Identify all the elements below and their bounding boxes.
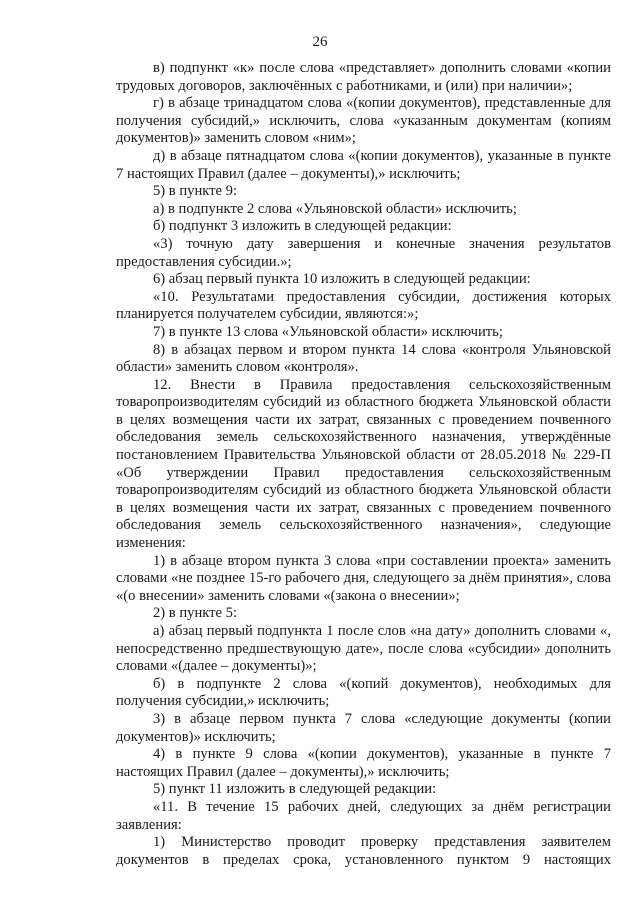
- paragraph: 1) Министерство проводит проверку представления заявителем документов в пределах срока, установленного пунктом 9 настоящих: [116, 834, 611, 868]
- paragraph: «10. Результатами предоставления субсидии, достижения которых планируется получателем субсидии, являются:»;: [116, 288, 611, 323]
- page-number: 26: [312, 34, 328, 50]
- paragraph: 5) в пункте 9:: [153, 183, 238, 200]
- paragraph: 12. Внести в Правила предоставления сельскохозяйственным товаропроизводителям субсидий из областного бюджета Ульяновской области в целях возмещения части их затрат, связанных с проведением почвенного обследования земель сельскохозяйственного назначения, утверждённые постановлением Правительства Ульяновской области от 28.05.2018 № 229-П «Об утверждении Правил предоставления сельскохозяйственным товаропроизводителям субсидий из областного бюджета Ульяновской области в целях возмещения части их затрат, связанных с проведением почвенного обследования земель сельскохозяйственного назначения», следующие изменения:: [116, 376, 611, 552]
- paragraph: 6) абзац первый пункта 10 изложить в следующей редакции:: [153, 271, 531, 288]
- paragraph: «11. В течение 15 рабочих дней, следующих за днём регистрации заявления:: [116, 798, 611, 833]
- paragraph: 1) в абзаце втором пункта 3 слова «при составлении проекта» заменить словами «не позднее 15-го рабочего дня, следующего за днём принятия», слова «(о внесении» заменить словами «(закона о внесении»;: [116, 552, 611, 604]
- paragraph: а) абзац первый подпункта 1 после слов «на дату» дополнить словами «, непосредственно предшествующую дате», после слова «субсидии» дополнить словами «(далее – документы)»;: [116, 623, 611, 675]
- paragraph: в) подпункт «к» после слова «представляет» дополнить словами «копии трудовых договоров, заключённых с работниками, и (или) при наличии»;: [116, 60, 611, 94]
- paragraph: 5) пункт 11 изложить в следующей редакции:: [153, 781, 437, 798]
- paragraph: д) в абзаце пятнадцатом слова «(копии документов), указанные в пункте 7 настоящих Правил (далее – документы),» исключить;: [116, 147, 611, 182]
- paragraph: б) в подпункте 2 слова «(копий документов), необходимых для получения субсидии,» исключить;: [116, 675, 611, 710]
- paragraph: 3) в абзаце первом пункта 7 слова «следующие документы (копии документов)» исключить;: [116, 710, 611, 745]
- paragraph: г) в абзаце тринадцатом слова «(копии документов), представленные для получения субсидий,» исключить, слова «указанным документам (копиям документов)» заменить словом «ним»;: [116, 95, 611, 147]
- paragraph: 4) в пункте 9 слова «(копии документов), указанные в пункте 7 настоящих Правил (далее – документы),» исключить;: [116, 746, 611, 780]
- paragraph: 2) в пункте 5:: [153, 605, 238, 622]
- paragraph: 7) в пункте 13 слова «Ульяновской области» исключить;: [153, 323, 503, 340]
- paragraph: б) подпункт 3 изложить в следующей редакции:: [153, 218, 452, 235]
- paragraph: а) в подпункте 2 слова «Ульяновской области» исключить;: [153, 200, 517, 217]
- paragraph: 8) в абзацах первом и втором пункта 14 слова «контроля Ульяновской области» заменить словом «контроля».: [116, 341, 611, 376]
- paragraph: «3) точную дату завершения и конечные значения результатов предоставления субсидии.»;: [116, 235, 611, 270]
- document-body: [116, 60, 611, 869]
